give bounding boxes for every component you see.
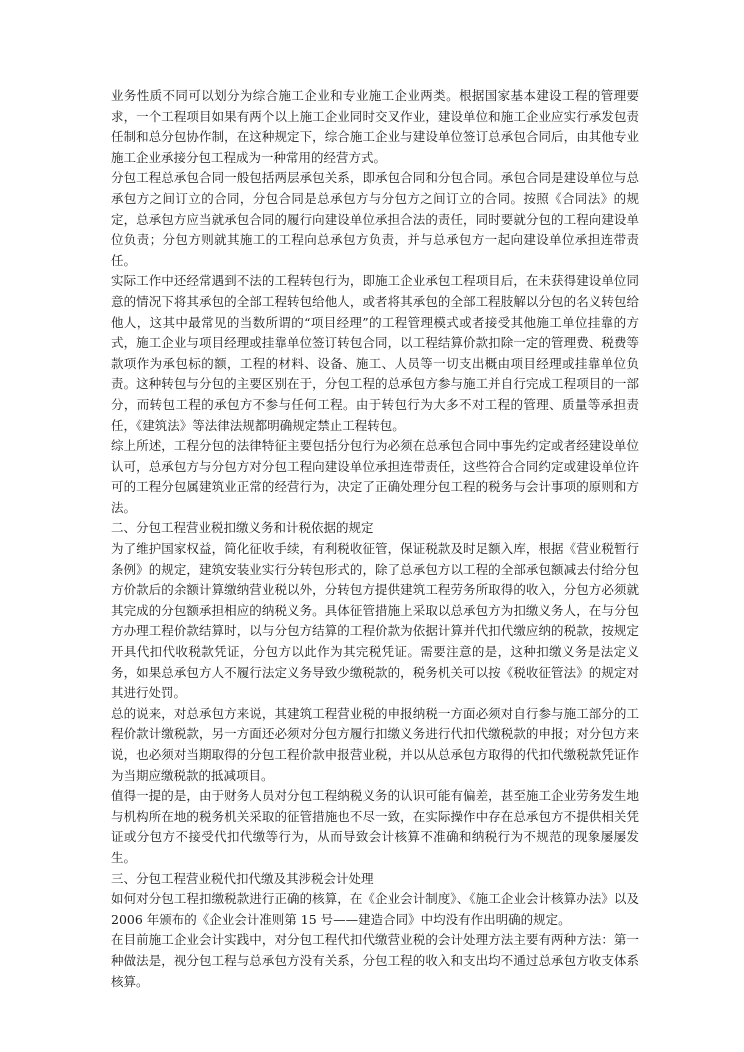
section-heading-3: 三、分包工程营业税代扣代缴及其涉税会计处理 xyxy=(111,870,374,886)
paragraph-contract-layers: 分包工程总承包合同一般包括两层承包关系，即承包合同和分包合同。承包合同是建设单位与总承包方之间订立的合同，分包合同是总承包方与分包方之间订立的合同。按照《合同法》的规定，总承包方应当就承包合同的履行向建设单位承担合法的责任，同时要就分包的工程向建设单位负责；分包方则就其施工的工程向总承包方负责，并与总承包方一起向建设单位承担连带责任。 xyxy=(111,170,639,268)
paragraph-withholding-rules: 为了维护国家权益，简化征收手续，有利税收征管，保证税款及时足额入库，根据《营业税暂行条例》的规定，建筑安装业实行分转包形式的，除了总承包方以工程的全部承包额减去付给分包方价款后的余额计算缴纳营业税以外，分转包方提供建筑工程劳务所取得的收入，分包方必须就其完成的分包额承担相应的纳税义务。具体征管措施上采取以总承包方为扣缴义务人，在与分包方办理工程价款结算时，以与分包方结算的工程价款为依据计算并代扣代缴应纳的税款，按规定开具代扣代收税款凭证，分包方以此作为其完税凭证。需要注意的是，这种扣缴义务是法定义务，如果总承包方人不履行法定义务导致少缴税款的，税务机关可以按《税收征管法》的规定对其进行处罚。 xyxy=(111,541,639,701)
paragraph-general-remarks: 总的说来，对总承包方来说，其建筑工程营业税的申报纳税一方面必须对自行参与施工部分的工程价款计缴税款，另一方面还必须对分包方履行扣缴义务进行代扣代缴税款的申报；对分包方来说，也必须对当期取得的分包工程价款申报营业税，并以从总承包方取得的代扣代缴税款凭证作为当期应缴税款的抵减项目。 xyxy=(111,705,639,783)
paragraph-subcontracting-types: 业务性质不同可以划分为综合施工企业和专业施工企业两类。根据国家基本建设工程的管理要求，一个工程项目如果有两个以上施工企业同时交叉作业，建设单位和施工企业应实行承发包责任制和总分包协作制，在这种规定下，综合施工企业与建设单位签订总承包合同后，由其他专业施工企业承接分包工程成为一种常用的经营方式。 xyxy=(111,88,639,165)
paragraph-illegal-transfer: 实际工作中还经常遇到不法的工程转包行为，即施工企业承包工程项目后，在未获得建设单位同意的情况下将其承包的全部工程转包给他人，或者将其承包的全部工程肢解以分包的名义转包给他人，这其中最常见的当数所谓的“项目经理”的工程管理模式或者接受其他施工单位挂靠的方式，施工企业与项目经理或挂靠单位签订转包合同，以工程结算价款扣除一定的管理费、税费等款项作为承包标的额，工程的材料、设备、施工、人员等一切支出概由项目经理或挂靠单位负责。这种转包与分包的主要区别在于，分包工程的总承包方参与施工并自行完成工程项目的一部分，而转包工程的承包方不参与任何工程。由于转包行为大多不对工程的管理、质量等承担责任，《建筑法》等法律法规都明确规定禁止工程转包。 xyxy=(111,273,639,433)
paragraph-summary: 综上所述，工程分包的法律特征主要包括分包行为必须在总承包合同中事先约定或者经建设单位认可，总承包方与分包方对分包工程向建设单位承担连带责任，这些符合合同约定或建设单位许可的工程分包属建筑业正常的经营行为，决定了正确处理分包工程的税务与会计事项的原则和方法。 xyxy=(111,438,639,515)
section-heading-2: 二、分包工程营业税扣缴义务和计税依据的规定 xyxy=(111,520,374,536)
paragraph-accounting-practice: 在目前施工企业会计实践中，对分包工程代扣代缴营业税的会计处理方法主要有两种方法：第一种做法是，视分包工程与总承包方没有关系，分包工程的收入和支出均不通过总承包方收支体系核算。 xyxy=(111,932,639,989)
document-body xyxy=(111,86,639,992)
paragraph-accounting-standards: 如何对分包工程扣缴税款进行正确的核算，在《企业会计制度》、《施工企业会计核算办法》以及 2006 年颁布的《企业会计准则第 15 号——建造合同》中均没有作出明确的规定。 xyxy=(111,891,639,927)
paragraph-notable-issues: 值得一提的是，由于财务人员对分包工程纳税义务的认识可能有偏差，甚至施工企业劳务发生地与机构所在地的税务机关采取的征管措施也不尽一致，在实际操作中存在总承包方不提供相关凭证或分包方不接受代扣代缴等行为，从而导致会计核算不准确和纳税行为不规范的现象屡屡发生。 xyxy=(111,788,639,865)
